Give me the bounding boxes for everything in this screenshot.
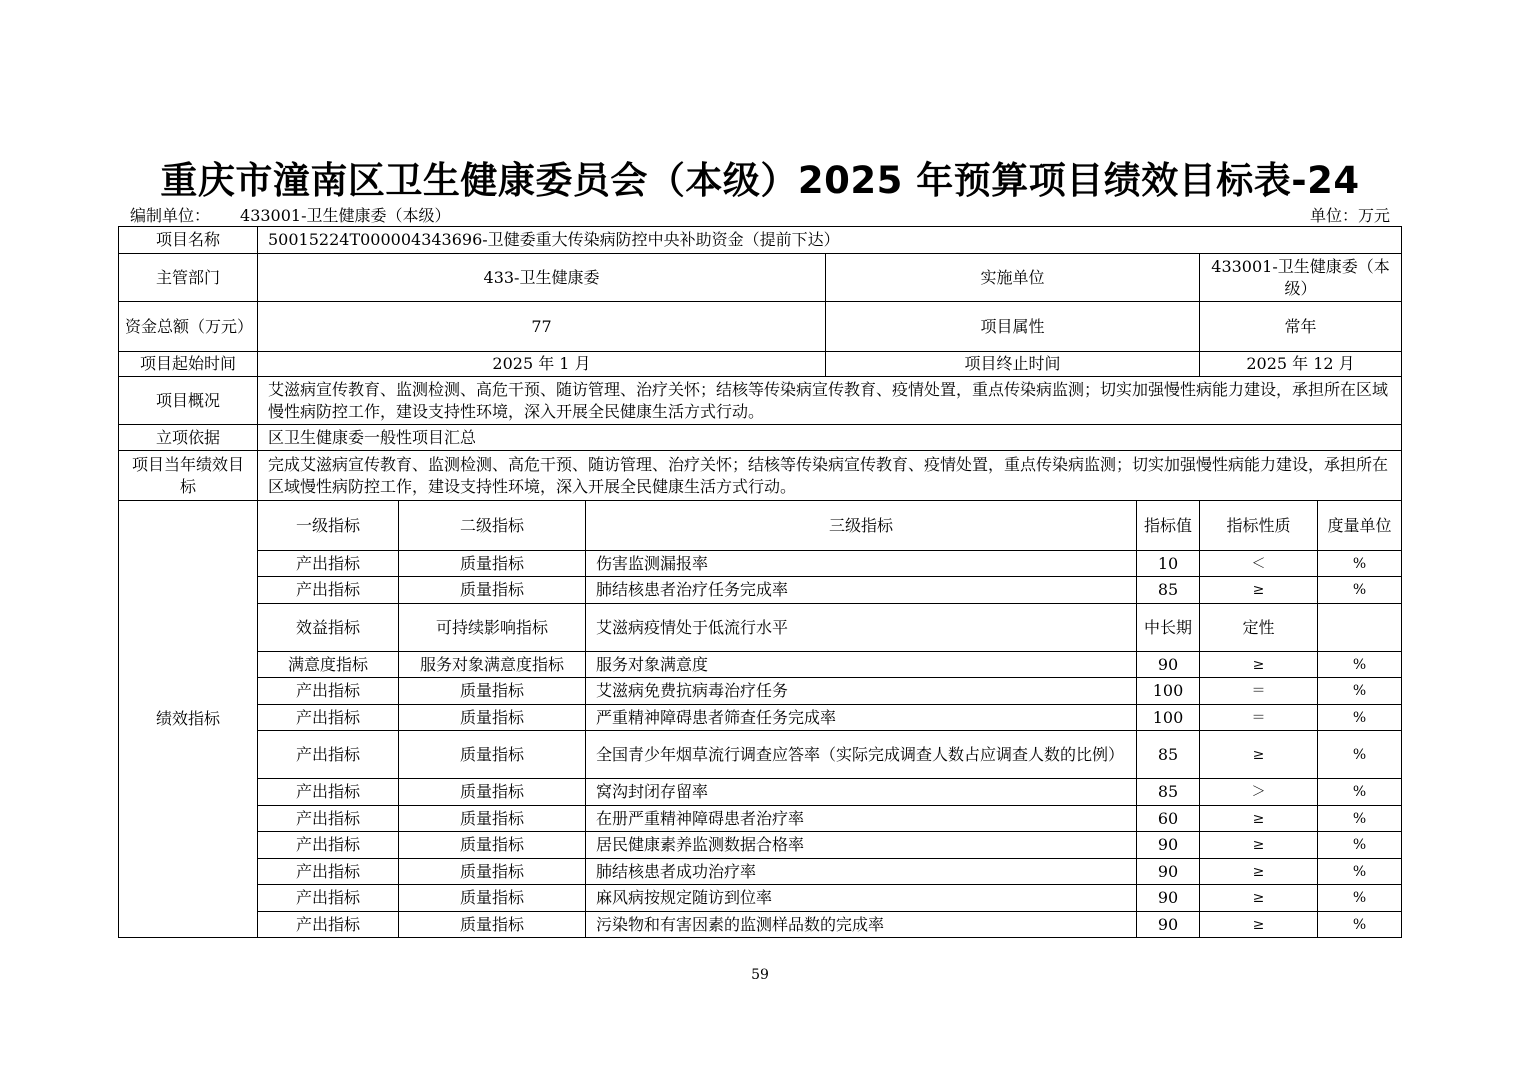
project-name-label: 项目名称: [119, 227, 258, 254]
level2-cell: 质量指标: [399, 551, 586, 577]
end-value: 2025 年 12 月: [1200, 352, 1402, 377]
unit-cell: %: [1318, 912, 1402, 938]
table-row: [119, 832, 1402, 859]
level1-cell: 满意度指标: [258, 652, 399, 678]
nature-cell: ≥: [1200, 731, 1318, 779]
basis-value: 区卫生健康委一般性项目汇总: [258, 425, 1402, 451]
value-cell: 60: [1137, 806, 1200, 832]
level3-cell: 肺结核患者成功治疗率: [586, 859, 1137, 885]
level2-cell: 质量指标: [399, 731, 586, 779]
value-cell: 中长期: [1137, 604, 1200, 652]
indicator-header-row: [119, 501, 1402, 551]
header-nature: 指标性质: [1200, 501, 1318, 551]
project-name-row: [119, 227, 1402, 254]
nature-cell: ≥: [1200, 912, 1318, 938]
header-value: 指标值: [1137, 501, 1200, 551]
level3-cell: 污染物和有害因素的监测样品数的完成率: [586, 912, 1137, 938]
level3-cell: 麻风病按规定随访到位率: [586, 885, 1137, 912]
unit-cell: %: [1318, 779, 1402, 806]
header-level2: 二级指标: [399, 501, 586, 551]
nature-cell: ＜: [1200, 551, 1318, 577]
overview-value: 艾滋病宣传教育、监测检测、高危干预、随访管理、治疗关怀；结核等传染病宣传教育、疫情处置，重点传染病监测；切实加强慢性病能力建设，承担所在区域慢性病防控工作，建设支持性环境，深入开展全民健康生活方式行动。: [258, 377, 1402, 425]
nature-cell: ≥: [1200, 859, 1318, 885]
compiling-unit-label: 编制单位：: [130, 206, 211, 225]
document-title: 重庆市潼南区卫生健康委员会（本级）2025 年预算项目绩效目标表-24: [160, 159, 1360, 202]
value-cell: 100: [1137, 678, 1200, 705]
level1-cell: 产出指标: [258, 678, 399, 705]
unit-cell: %: [1318, 551, 1402, 577]
level2-cell: 质量指标: [399, 779, 586, 806]
goal-row: [119, 451, 1402, 501]
level1-cell: 效益指标: [258, 604, 399, 652]
indicators-section-label: 绩效指标: [119, 501, 258, 938]
level1-cell: 产出指标: [258, 577, 399, 604]
level2-cell: 可持续影响指标: [399, 604, 586, 652]
value-cell: 90: [1137, 912, 1200, 938]
table-row: [119, 912, 1402, 938]
fund-value: 77: [258, 302, 826, 352]
table-row: [119, 859, 1402, 885]
unit-cell: %: [1318, 705, 1402, 731]
unit-cell: %: [1318, 731, 1402, 779]
period-row: [119, 352, 1402, 377]
table-row: [119, 731, 1402, 779]
level1-cell: 产出指标: [258, 731, 399, 779]
impl-value: 433001-卫生健康委（本级）: [1200, 254, 1402, 302]
impl-label: 实施单位: [826, 254, 1200, 302]
unit-cell: %: [1318, 806, 1402, 832]
table-row: [119, 705, 1402, 731]
level3-cell: 伤害监测漏报率: [586, 551, 1137, 577]
level1-cell: 产出指标: [258, 885, 399, 912]
level1-cell: 产出指标: [258, 832, 399, 859]
value-cell: 85: [1137, 731, 1200, 779]
basis-row: [119, 425, 1402, 451]
level2-cell: 质量指标: [399, 832, 586, 859]
table-row: [119, 577, 1402, 604]
value-cell: 85: [1137, 779, 1200, 806]
performance-target-table: [118, 226, 1402, 938]
unit-cell: %: [1318, 859, 1402, 885]
level2-cell: 质量指标: [399, 806, 586, 832]
table-row: [119, 779, 1402, 806]
attr-value: 常年: [1200, 302, 1402, 352]
header-unit: 度量单位: [1318, 501, 1402, 551]
nature-cell: ≥: [1200, 577, 1318, 604]
overview-row: [119, 377, 1402, 425]
level3-cell: 居民健康素养监测数据合格率: [586, 832, 1137, 859]
nature-cell: ≥: [1200, 885, 1318, 912]
nature-cell: ≥: [1200, 832, 1318, 859]
header-level3: 三级指标: [586, 501, 1137, 551]
level1-cell: 产出指标: [258, 551, 399, 577]
unit-cell: %: [1318, 678, 1402, 705]
compiling-unit: [130, 203, 451, 226]
unit-cell: %: [1318, 885, 1402, 912]
level1-cell: 产出指标: [258, 806, 399, 832]
value-cell: 90: [1137, 652, 1200, 678]
level2-cell: 质量指标: [399, 859, 586, 885]
nature-cell: ＞: [1200, 779, 1318, 806]
goal-value: 完成艾滋病宣传教育、监测检测、高危干预、随访管理、治疗关怀；结核等传染病宣传教育、疫情处置，重点传染病监测；切实加强慢性病能力建设，承担所在区域慢性病防控工作，建设支持性环境，深入开展全民健康生活方式行动。: [258, 451, 1402, 501]
nature-cell: ＝: [1200, 705, 1318, 731]
level3-cell: 服务对象满意度: [586, 652, 1137, 678]
level3-cell: 艾滋病免费抗病毒治疗任务: [586, 678, 1137, 705]
dept-label: 主管部门: [119, 254, 258, 302]
level2-cell: 质量指标: [399, 577, 586, 604]
overview-label: 项目概况: [119, 377, 258, 425]
level1-cell: 产出指标: [258, 705, 399, 731]
level2-cell: 质量指标: [399, 705, 586, 731]
unit-cell: [1318, 604, 1402, 652]
table-row: [119, 806, 1402, 832]
fund-row: [119, 302, 1402, 352]
level2-cell: 质量指标: [399, 885, 586, 912]
table-row: [119, 885, 1402, 912]
table-row: [119, 678, 1402, 705]
page-number: 59: [751, 967, 769, 983]
level3-cell: 在册严重精神障碍患者治疗率: [586, 806, 1137, 832]
level1-cell: 产出指标: [258, 859, 399, 885]
value-cell: 10: [1137, 551, 1200, 577]
currency-unit: 单位：万元: [1309, 206, 1390, 225]
table-row: [119, 652, 1402, 678]
start-value: 2025 年 1 月: [258, 352, 826, 377]
level2-cell: 质量指标: [399, 912, 586, 938]
goal-label: 项目当年绩效目标: [119, 451, 258, 501]
level3-cell: 全国青少年烟草流行调查应答率（实际完成调查人数占应调查人数的比例）: [586, 731, 1137, 779]
table-row: [119, 551, 1402, 577]
nature-cell: ＝: [1200, 678, 1318, 705]
nature-cell: 定性: [1200, 604, 1318, 652]
unit-cell: %: [1318, 832, 1402, 859]
level2-cell: 服务对象满意度指标: [399, 652, 586, 678]
nature-cell: ≥: [1200, 806, 1318, 832]
level3-cell: 窝沟封闭存留率: [586, 779, 1137, 806]
value-cell: 90: [1137, 859, 1200, 885]
unit-cell: %: [1318, 652, 1402, 678]
header-level1: 一级指标: [258, 501, 399, 551]
value-cell: 85: [1137, 577, 1200, 604]
level3-cell: 艾滋病疫情处于低流行水平: [586, 604, 1137, 652]
department-row: [119, 254, 1402, 302]
compiling-unit-value: 433001-卫生健康委（本级）: [240, 206, 451, 225]
level1-cell: 产出指标: [258, 912, 399, 938]
value-cell: 90: [1137, 885, 1200, 912]
table-row: [119, 604, 1402, 652]
level2-cell: 质量指标: [399, 678, 586, 705]
level1-cell: 产出指标: [258, 779, 399, 806]
nature-cell: ≥: [1200, 652, 1318, 678]
level3-cell: 严重精神障碍患者筛查任务完成率: [586, 705, 1137, 731]
dept-value: 433-卫生健康委: [258, 254, 826, 302]
start-label: 项目起始时间: [119, 352, 258, 377]
unit-cell: %: [1318, 577, 1402, 604]
fund-label: 资金总额（万元）: [119, 302, 258, 352]
end-label: 项目终止时间: [826, 352, 1200, 377]
level3-cell: 肺结核患者治疗任务完成率: [586, 577, 1137, 604]
project-name-value: 50015224T000004343696-卫健委重大传染病防控中央补助资金（提前下达）: [258, 227, 1402, 254]
value-cell: 100: [1137, 705, 1200, 731]
basis-label: 立项依据: [119, 425, 258, 451]
attr-label: 项目属性: [826, 302, 1200, 352]
value-cell: 90: [1137, 832, 1200, 859]
